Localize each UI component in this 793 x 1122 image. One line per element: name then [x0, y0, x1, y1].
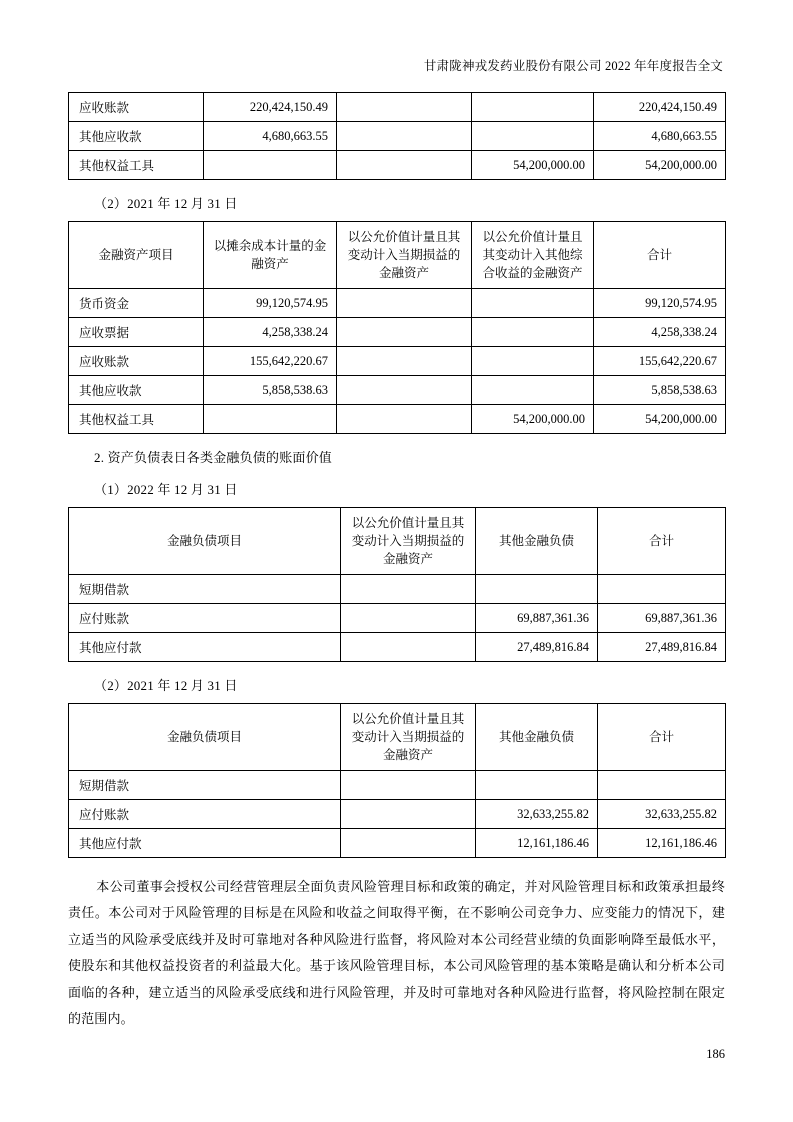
table-row [69, 405, 726, 434]
row-total: 99,120,574.95 [594, 289, 726, 318]
row-other [476, 575, 598, 604]
row-fvpl [341, 604, 476, 633]
table-row [69, 347, 726, 376]
financial-assets-2021-table [68, 221, 726, 434]
row-label: 其他权益工具 [69, 405, 204, 434]
row-label: 应付账款 [69, 604, 341, 633]
row-total: 27,489,816.84 [598, 633, 726, 662]
row-fvpl [341, 829, 476, 858]
row-label: 应收账款 [69, 93, 204, 122]
table-row [69, 376, 726, 405]
row-fvpl [337, 347, 472, 376]
row-label: 其他应收款 [69, 376, 204, 405]
row-fvpl [341, 800, 476, 829]
row-other: 27,489,816.84 [476, 633, 598, 662]
section-heading-financial-liabilities: 2. 资产负债表日各类金融负债的账面价值 [94, 450, 333, 465]
header-item: 金融负债项目 [69, 704, 341, 771]
row-amortized: 155,642,220.67 [204, 347, 337, 376]
row-total: 220,424,150.49 [594, 93, 726, 122]
row-fvoci [472, 318, 594, 347]
row-fvoci [472, 347, 594, 376]
caption-financial-assets-2021: （2）2021 年 12 月 31 日 [94, 196, 238, 211]
page-number: 186 [706, 1047, 725, 1061]
row-other [476, 771, 598, 800]
row-total: 12,161,186.46 [598, 829, 726, 858]
header-total: 合计 [598, 704, 726, 771]
financial-liabilities-2022-table [68, 507, 726, 662]
table-row [69, 289, 726, 318]
row-total: 5,858,538.63 [594, 376, 726, 405]
row-other: 32,633,255.82 [476, 800, 598, 829]
header-fvoci: 以公允价值计量且其变动计入其他综合收益的金融资产 [472, 222, 594, 289]
header-other: 其他金融负债 [476, 508, 598, 575]
header-fvpl: 以公允价值计量且其变动计入当期损益的金融资产 [341, 704, 476, 771]
row-total [598, 771, 726, 800]
header-amortized: 以摊余成本计量的金融资产 [204, 222, 337, 289]
paragraph-text: 本公司董事会授权公司经营管理层全面负责风险管理目标和政策的确定，并对风险管理目标和政策承担最终责任。本公司对于风险管理的目标是在风险和收益之间取得平衡，在不影响公司竞争力、应变能力的情况下，建立适当的风险承受底线并及时可靠地对各种风险进行监督，将风险对本公司经营业绩的负面影响降至最低水平，使股东和其他权益投资者的利益最大化。基于该风险管理目标，本公司风险管理的基本策略是确认和分析本公司面临的各种，建立适当的风险承受底线和进行风险管理，并及时可靠地对各种风险进行监督，将风险控制在限定的范围内。 [68, 879, 725, 1026]
row-total: 4,258,338.24 [594, 318, 726, 347]
table-header-row [69, 222, 726, 289]
row-fvoci [472, 122, 594, 151]
row-label: 短期借款 [69, 575, 341, 604]
table-row [69, 122, 726, 151]
header-item: 金融资产项目 [69, 222, 204, 289]
caption-financial-liabilities-2022: （1）2022 年 12 月 31 日 [94, 482, 238, 497]
row-fvoci [472, 93, 594, 122]
row-fvpl [341, 633, 476, 662]
row-fvpl [337, 93, 472, 122]
row-other: 69,887,361.36 [476, 604, 598, 633]
row-fvpl [337, 405, 472, 434]
header-total: 合计 [594, 222, 726, 289]
header-item: 金融负债项目 [69, 508, 341, 575]
row-label: 应付账款 [69, 800, 341, 829]
row-fvoci [472, 289, 594, 318]
row-amortized: 99,120,574.95 [204, 289, 337, 318]
table-row [69, 800, 726, 829]
header-total: 合计 [598, 508, 726, 575]
financial-assets-2022-table [68, 92, 726, 180]
row-fvpl [337, 376, 472, 405]
table-row [69, 633, 726, 662]
table-row [69, 575, 726, 604]
row-total: 32,633,255.82 [598, 800, 726, 829]
row-label: 其他应付款 [69, 829, 341, 858]
row-total [598, 575, 726, 604]
table-row [69, 604, 726, 633]
row-label: 短期借款 [69, 771, 341, 800]
row-label: 应收票据 [69, 318, 204, 347]
row-label: 其他权益工具 [69, 151, 204, 180]
row-other: 12,161,186.46 [476, 829, 598, 858]
row-amortized: 220,424,150.49 [204, 93, 337, 122]
row-fvoci: 54,200,000.00 [472, 405, 594, 434]
caption-financial-liabilities-2021: （2）2021 年 12 月 31 日 [94, 678, 238, 693]
row-fvpl [337, 289, 472, 318]
row-total: 54,200,000.00 [594, 405, 726, 434]
header-fvpl: 以公允价值计量且其变动计入当期损益的金融资产 [337, 222, 472, 289]
row-amortized [204, 405, 337, 434]
header-other: 其他金融负债 [476, 704, 598, 771]
table-row [69, 318, 726, 347]
table-row [69, 151, 726, 180]
table-row [69, 93, 726, 122]
row-fvpl [341, 575, 476, 604]
row-total: 155,642,220.67 [594, 347, 726, 376]
row-label: 货币资金 [69, 289, 204, 318]
header-fvpl: 以公允价值计量且其变动计入当期损益的金融资产 [341, 508, 476, 575]
row-label: 其他应收款 [69, 122, 204, 151]
row-fvpl [337, 151, 472, 180]
row-total: 4,680,663.55 [594, 122, 726, 151]
risk-management-paragraph [68, 874, 725, 1032]
row-fvoci [472, 376, 594, 405]
row-amortized: 4,680,663.55 [204, 122, 337, 151]
table-row [69, 829, 726, 858]
table-row [69, 771, 726, 800]
table-header-row [69, 704, 726, 771]
row-total: 69,887,361.36 [598, 604, 726, 633]
row-fvpl [337, 318, 472, 347]
row-amortized: 4,258,338.24 [204, 318, 337, 347]
row-total: 54,200,000.00 [594, 151, 726, 180]
row-label: 其他应付款 [69, 633, 341, 662]
row-fvpl [337, 122, 472, 151]
row-amortized: 5,858,538.63 [204, 376, 337, 405]
table-header-row [69, 508, 726, 575]
row-fvoci: 54,200,000.00 [472, 151, 594, 180]
page-header: 甘肃陇神戎发药业股份有限公司 2022 年年度报告全文 [423, 59, 723, 73]
row-label: 应收账款 [69, 347, 204, 376]
row-fvpl [341, 771, 476, 800]
financial-liabilities-2021-table [68, 703, 726, 858]
row-amortized [204, 151, 337, 180]
